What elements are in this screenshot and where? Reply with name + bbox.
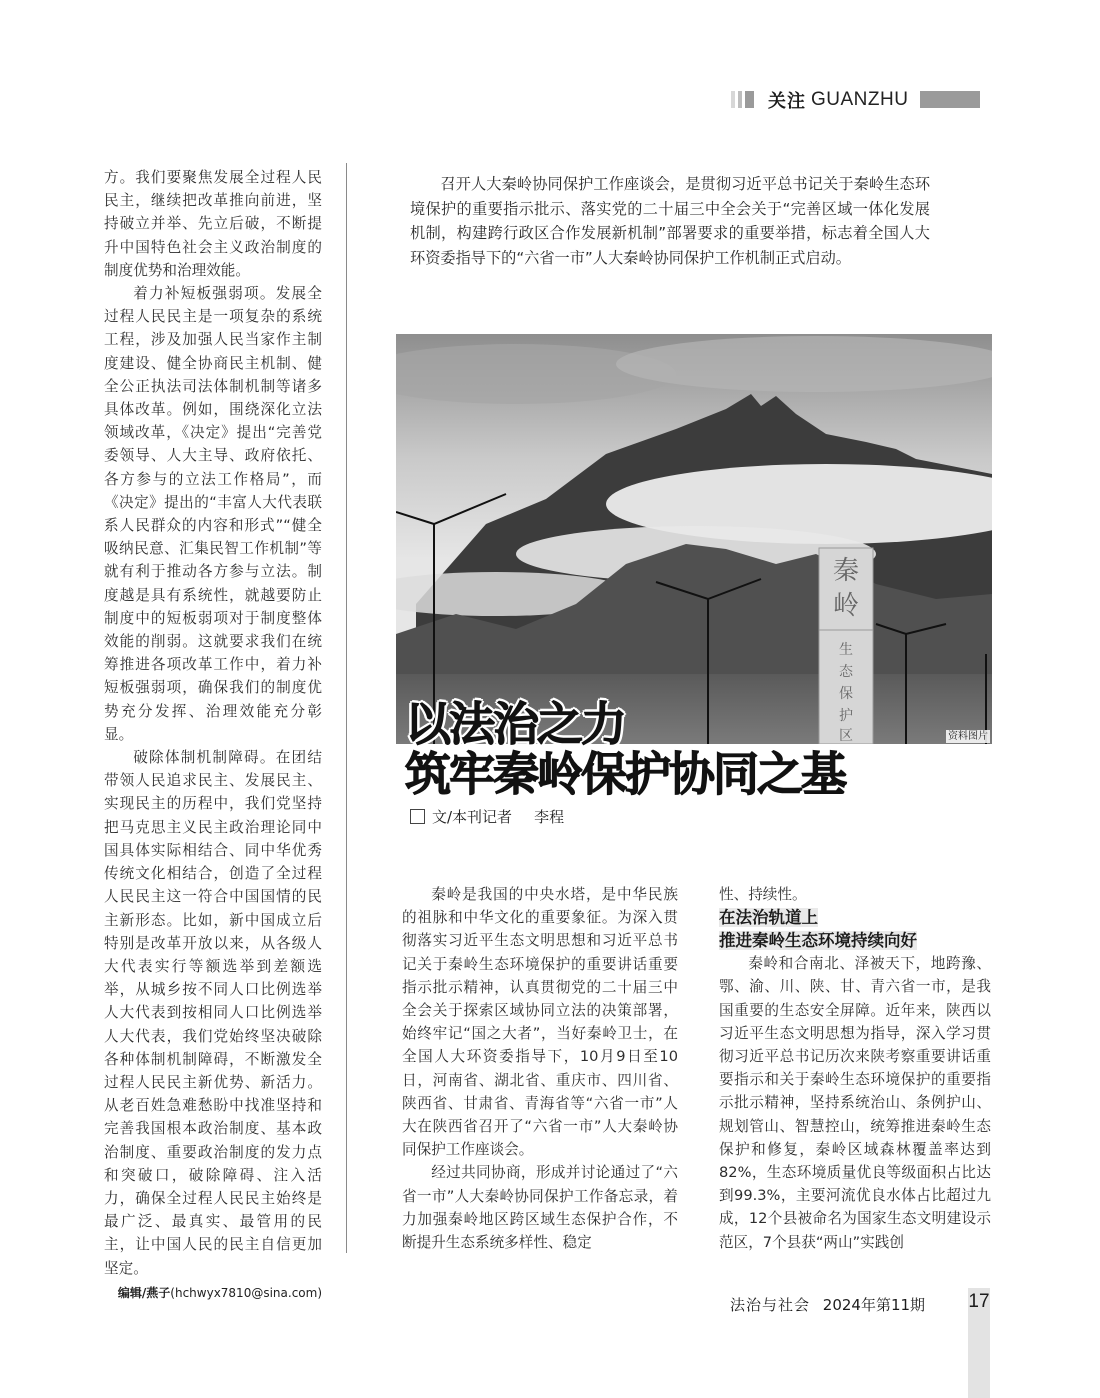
- square-bullet-icon: [410, 809, 425, 824]
- svg-text:护: 护: [839, 708, 853, 724]
- editor-email: (hchwyx7810@sina.com): [170, 1285, 322, 1300]
- body-paragraph: 方。我们要聚焦发展全过程人民民主，继续把改革推向前进，坚持破立并举、先立后破，不断提升中国特色社会主义政治制度的制度优势和治理效能。: [104, 169, 322, 279]
- photo-credit: 资料图片: [948, 731, 988, 742]
- svg-text:秦: 秦: [832, 556, 860, 586]
- editor-credit: [104, 1282, 322, 1305]
- svg-text:态: 态: [839, 664, 853, 680]
- editor-label: 编辑/燕子: [117, 1285, 171, 1300]
- header-decor-bar: [745, 91, 754, 108]
- byline-role: 文/本刊记者: [432, 808, 513, 826]
- publication-name: 法治与社会: [730, 1296, 811, 1314]
- column-divider: [346, 163, 347, 1253]
- mountain-scene: [396, 334, 992, 744]
- lead-paragraph: [410, 172, 930, 270]
- body-paragraph: 秦岭和合南北、泽被天下，地跨豫、鄂、渝、川、陕、甘、青六省一市，是我国重要的生态安全屏障。近年来，陕西以习近平生态文明思想为指导，深入学习贯彻习近平总书记历次来陕考察重要讲话重要指示和关于秦岭生态环境保护的重要指示批示精神，坚持系统治山、条例护山、规划管山、智慧控山，统筹推进秦岭生态保护和修复，秦岭区域森林覆盖率达到82%，生态环境质量优良等级面积占比达到99.3%，主要河流优良水体占比超过九成，12个县被命名为国家生态文明建设示范区，7个县获“两山”实践创: [719, 955, 991, 1251]
- body-paragraph-continuation: 性、持续性。: [719, 886, 807, 903]
- section-subhead: [719, 906, 991, 952]
- body-paragraph: 秦岭是我国的中央水塔，是中华民族的祖脉和中华文化的重要象征。为深入贯彻落实习近平生态文明思想和习近平总书记关于秦岭生态环境保护的重要讲话重要指示批示精神，认真贯彻党的二十届三中全会关于探索区域协同立法的决策部署，始终牢记“国之大者”，当好秦岭卫士，在全国人大环资委指导下，10月9日至10日，河南省、湖北省、重庆市、四川省、陕西省、甘肃省、青海省等“六省一市”人大在陕西省召开了“六省一市”人大秦岭协同保护工作座谈会。: [402, 886, 678, 1159]
- svg-text:区: 区: [839, 728, 853, 744]
- issue-label: 2024年第11期: [822, 1296, 926, 1314]
- svg-text:生: 生: [839, 642, 853, 658]
- section-title: 关注: [768, 90, 806, 112]
- byline: [410, 806, 564, 827]
- page-footer: [730, 1294, 925, 1315]
- header-decor-bar: [738, 91, 742, 108]
- body-paragraph: 着力补短板强弱项。发展全过程人民民主是一项复杂的系统工程，涉及加强人民当家作主制度建设、健全协商民主机制、健全公正执法司法体制机制等诸多具体改革。例如，围绕深化立法领域改革，《决定》提出“完善党委领导、人大主导、政府依托、各方参与的立法工作格局”，而《决定》提出的“丰富人大代表联系人民群众的内容和形式”“健全吸纳民意、汇集民智工作机制”等就有利于推动各方参与立法。制度越是具有系统性，就越要防止制度中的短板弱项对于制度整体效能的削弱。这就要求我们在统筹推进各项改革工作中，着力补短板强弱项，确保我们的制度优势充分发挥、治理效能充分彰显。: [104, 285, 322, 743]
- byline-author: 李程: [534, 808, 565, 826]
- subhead-line1: 在法治轨道上: [719, 908, 818, 928]
- header-decor-bar: [920, 91, 980, 108]
- section-title-en: GUANZHU: [811, 88, 909, 110]
- body-paragraph: 经过共同协商，形成并讨论通过了“六省一市”人大秦岭协同保护工作备忘录，着力加强秦岭地区跨区域生态保护合作，不断提升生态系统多样性、稳定: [402, 1164, 678, 1252]
- qinling-photo: [396, 334, 992, 744]
- middle-column: [402, 883, 678, 1254]
- right-column: [719, 883, 991, 1254]
- subhead-line2: 推进秦岭生态环境持续向好: [719, 931, 917, 951]
- section-header: [731, 88, 983, 112]
- page-number: 17: [968, 1291, 990, 1312]
- body-paragraph: 破除体制机制障碍。在团结带领人民追求民主、发展民主、实现民主的历程中，我们党坚持把马克思主义民主政治理论同中国具体实际相结合、同中华优秀传统文化相结合，创造了全过程人民民主这一符合中国国情的民主新形态。比如，新中国成立后特别是改革开放以来，从各级人大代表实行等额选举到差额选举，从城乡按不同人口比例选举人大代表到按相同人口比例选举人大代表，我们党始终坚决破除各种体制机制障碍，不断激发全过程人民民主新优势、新活力。从老百姓急难愁盼中找准坚持和完善我国根本政治制度、基本政治制度、重要政治制度的发力点和突破口，破除障碍、注入活力，确保全过程人民民主始终是最广泛、最真实、最管用的民主，让中国人民的民主自信更加坚定。: [104, 749, 322, 1277]
- svg-text:岭: 岭: [832, 591, 860, 621]
- article-title-line1: 以法治之力: [405, 697, 625, 751]
- left-column: [104, 166, 322, 1305]
- lead-text: 召开人大秦岭协同保护工作座谈会，是贯彻习近平总书记关于秦岭生态环境保护的重要指示批示、落实党的二十届三中全会关于“完善区域一体化发展机制，构建跨行政区合作发展新机制”部署要求的重要举措，标志着全国人大环资委指导下的“六省一市”人大秦岭协同保护工作机制正式启动。: [410, 175, 930, 267]
- svg-text:保: 保: [839, 686, 853, 702]
- article-title-line2: 筑牢秦岭保护协同之基: [405, 747, 845, 801]
- header-decor-bar: [731, 91, 735, 108]
